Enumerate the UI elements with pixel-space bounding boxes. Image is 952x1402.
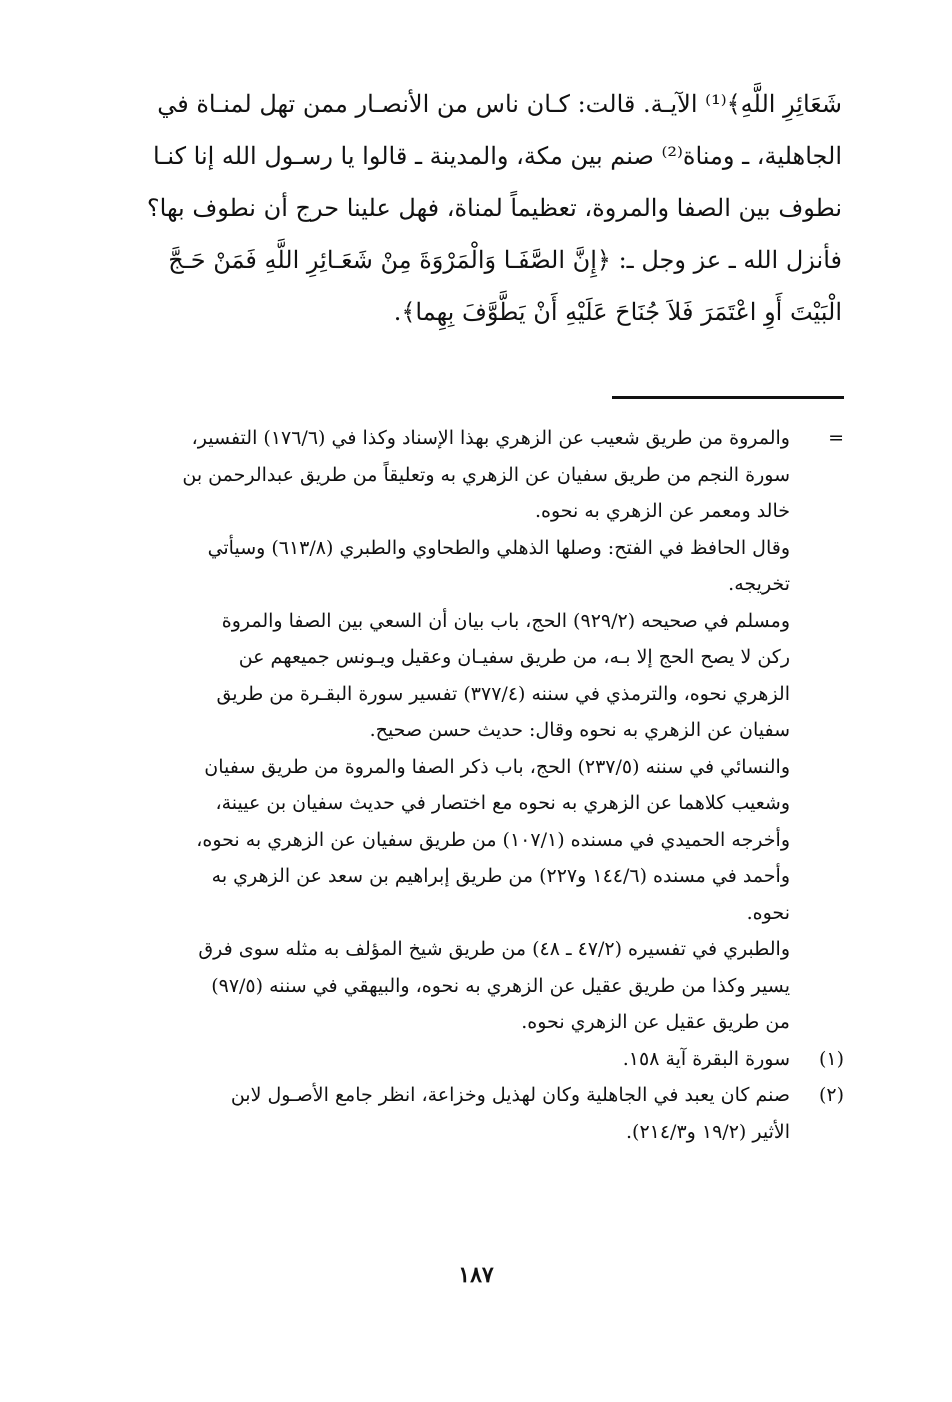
- footnote-note-1: [132, 1041, 844, 1078]
- footnote-paragraph-1: [132, 420, 844, 530]
- footnote-paragraph-2: [132, 530, 844, 603]
- footnote-line: نحوه.: [746, 901, 790, 924]
- footnote-paragraph-4: [132, 749, 844, 932]
- footnote-number: (١): [818, 1047, 844, 1070]
- footnote-separator: [612, 396, 844, 399]
- main-line-1: شَعَائِرِ اللَّهِ﴾⁽¹⁾ الآيـة. قالت: كـان ناس من الأنصـار ممن تهل لمنـاة في: [157, 90, 842, 118]
- footnote-line: تخريجه.: [728, 573, 790, 595]
- footnote-line: [132, 1077, 844, 1114]
- footnotes: [132, 420, 844, 1150]
- continuation-mark: =: [828, 427, 844, 449]
- footnote-line: يسير وكذا من طريق عقيل عن الزهري به نحوه، والبيهقي في سننه (٩٧/٥): [211, 974, 790, 997]
- footnote-note-2: [132, 1077, 844, 1150]
- footnote-line: [132, 1041, 844, 1078]
- footnote-line: ركن لا يصح الحج إلا بـه، من طريق سفيـان وعقيل ويـونس جميعهم عن: [238, 646, 790, 668]
- footnote-line: [132, 420, 844, 457]
- main-line-3: نطوف بين الصفا والمروة، تعظيماً لمناة، فهل علينا حرج أن نطوف بها؟: [146, 194, 842, 222]
- footnote-line: سورة النجم من طريق سفيان عن الزهري به وتعليقاً من طريق عبدالرحمن بن: [182, 463, 790, 486]
- main-line-4: فأنزل الله ـ عز وجل ـ: ﴿إِنَّ الصَّفَـا وَالْمَرْوَةَ مِنْ شَعَـائِرِ اللَّهِ فَمَنْ حَـجَّ: [168, 246, 842, 274]
- main-text: [130, 78, 842, 338]
- footnote-line: ومسلم في صحيحه (٩٢٩/٢) الحج، باب بيان أن السعي بين الصفا والمروة: [221, 609, 790, 632]
- footnote-line: من طريق عقيل عن الزهري نحوه.: [521, 1011, 790, 1033]
- footnote-line: سفيان عن الزهري به نحوه وقال: حديث حسن صحيح.: [369, 719, 790, 741]
- footnote-line: وأخرجه الحميدي في مسنده (١٠٧/١) من طريق سفيان عن الزهري به نحوه،: [196, 828, 790, 851]
- footnote-paragraph-3: [132, 603, 844, 749]
- footnote-line: والنسائي في سننه (٢٣٧/٥) الحج، باب ذكر الصفا والمروة من طريق سفيان: [204, 755, 790, 778]
- footnote-line-text: صنم كان يعبد في الجاهلية وكان لهذيل وخزاعة، انظر جامع الأصـول لابن: [230, 1084, 790, 1106]
- footnote-line: وقال الحافظ في الفتح: وصلها الذهلي والطحاوي والطبري (٦١٣/٨) وسيأتي: [207, 536, 790, 559]
- footnote-line-text: والمروة من طريق شعيب عن الزهري بهذا الإسناد وكذا في (١٧٦/٦) التفسير،: [191, 427, 790, 449]
- footnote-line: الزهري نحوه، والترمذي في سننه (٣٧٧/٤) تفسير سورة البقـرة من طريق: [216, 682, 790, 705]
- footnote-line: وشعيب كلاهما عن الزهري به نحوه مع اختصار في حديث سفيان بن عيينة،: [215, 792, 790, 814]
- footnote-line: خالد ومعمر عن الزهري به نحوه.: [534, 500, 790, 522]
- footnote-line-text: سورة البقرة آية ١٥٨.: [622, 1047, 790, 1070]
- footnote-line: والطبري في تفسيره (٤٧/٢ ـ ٤٨) من طريق شيخ المؤلف به مثله سوى فرق: [198, 938, 790, 960]
- main-line-5: الْبَيْتَ أَوِ اعْتَمَرَ فَلاَ جُنَاحَ عَلَيْهِ أَنْ يَطَّوَّفَ بِهِما﴾.: [393, 298, 842, 326]
- footnote-number: (٢): [818, 1084, 844, 1106]
- main-line-2: الجاهلية، ـ ومناة⁽²⁾ صنم بين مكة، والمدينة ـ قالوا يا رسـول الله إنا كنـا: [153, 142, 842, 170]
- footnote-line: وأحمد في مسنده (١٤٤/٦ و٢٢٧) من طريق إبراهيم بن سعد عن الزهري به: [211, 865, 790, 887]
- footnote-line: الأثير (١٩/٢ و٢١٤/٣).: [625, 1120, 790, 1143]
- page-number: ١٨٧: [458, 1262, 494, 1288]
- footnote-paragraph-5: [132, 931, 844, 1041]
